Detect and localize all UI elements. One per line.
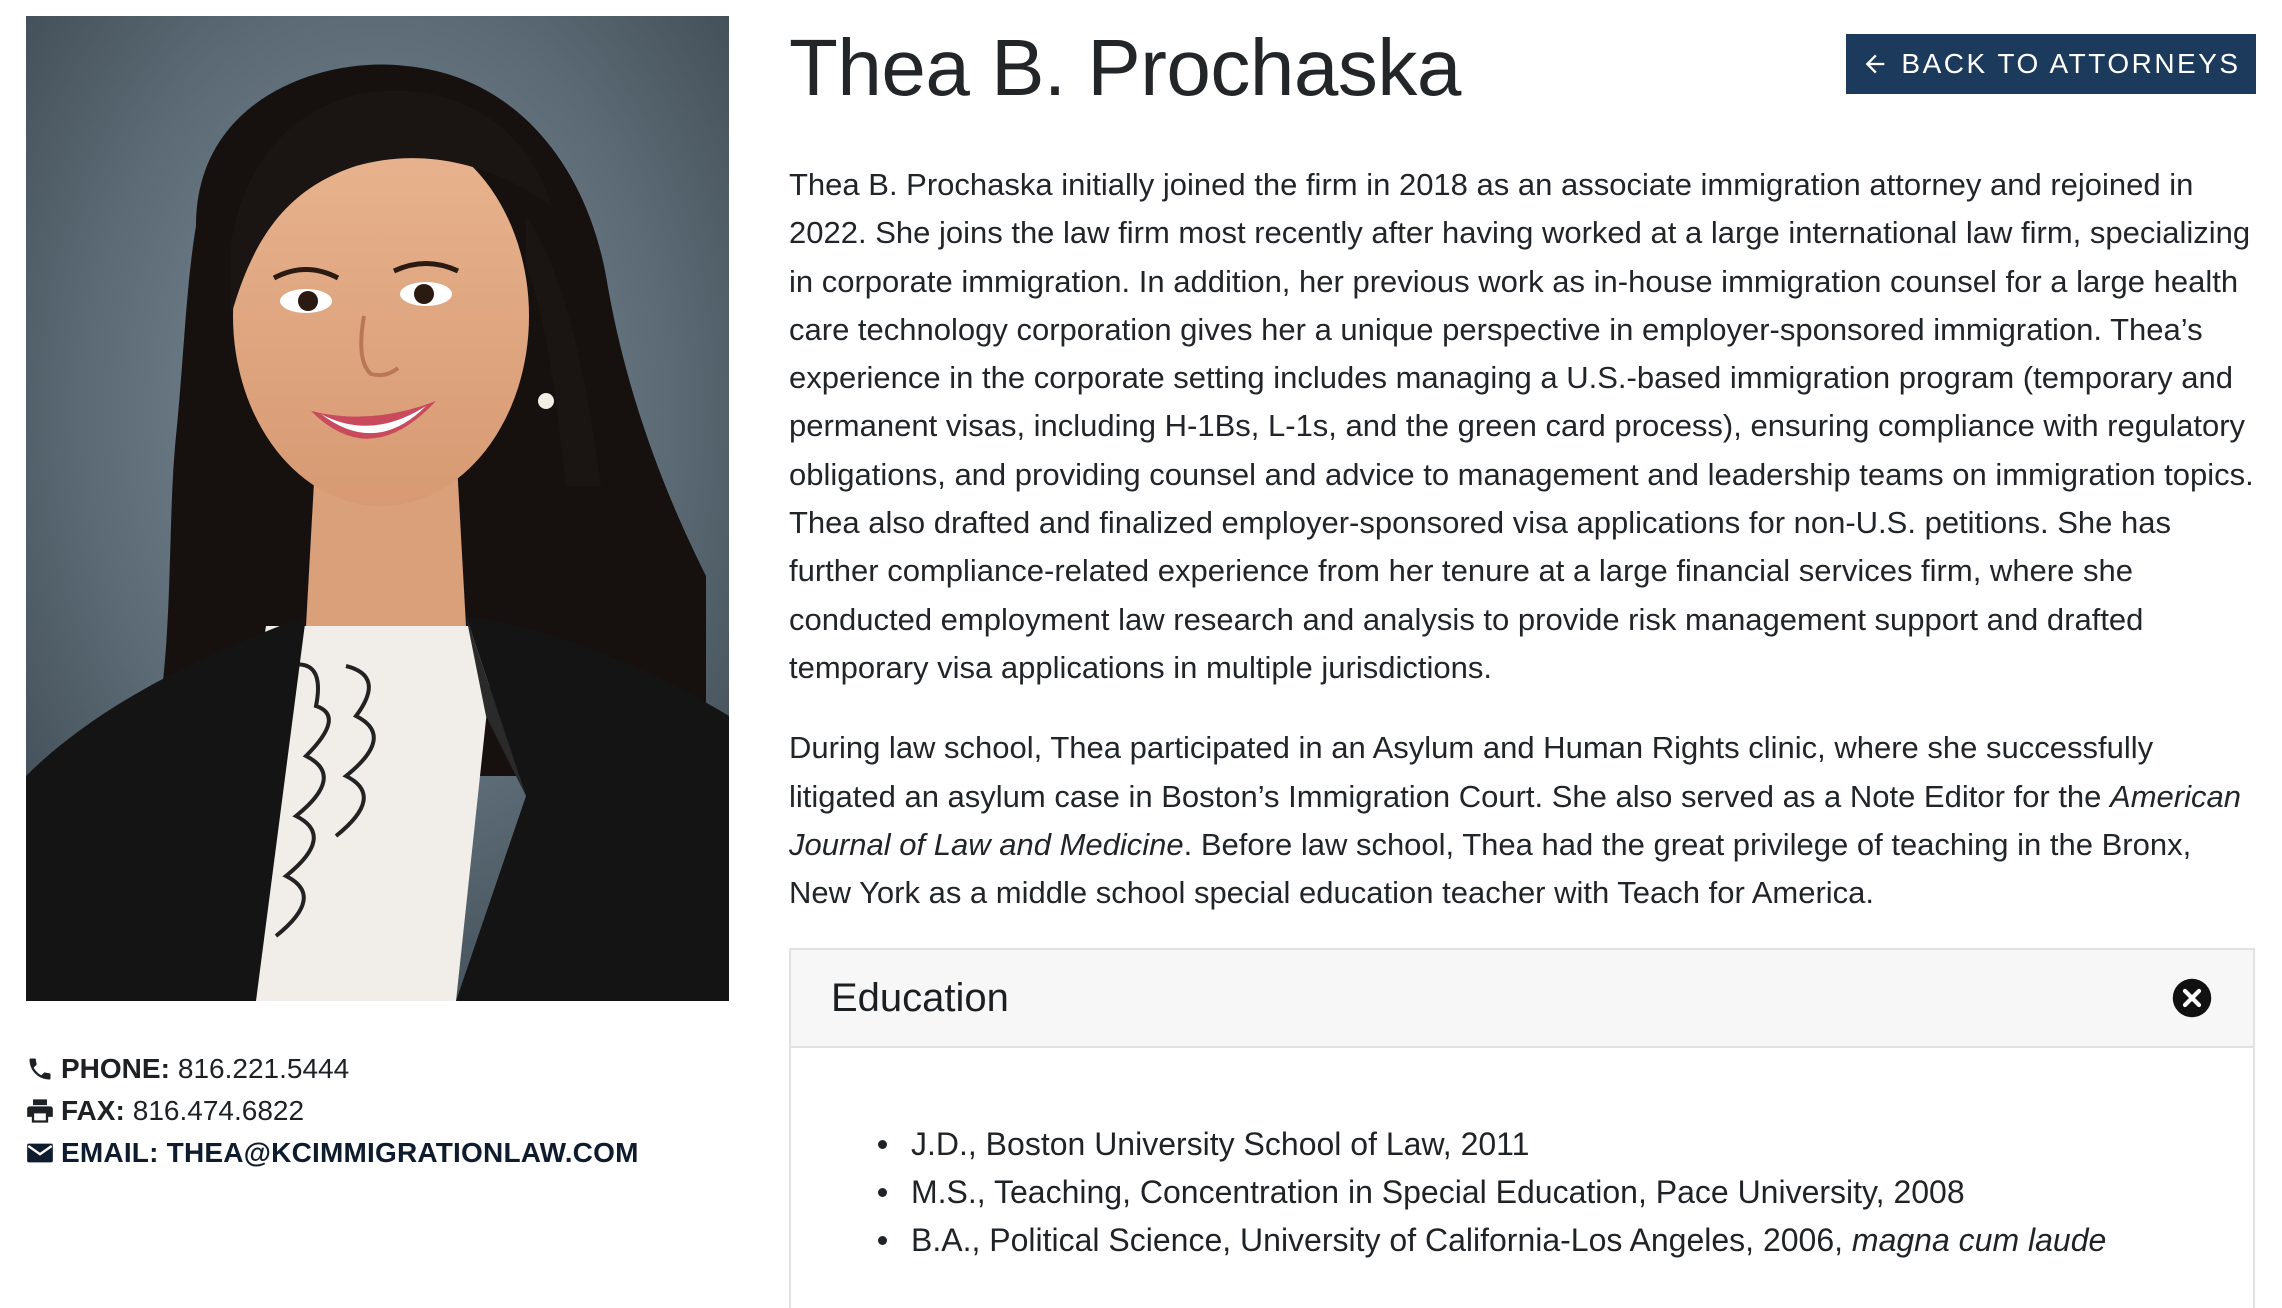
phone-number[interactable]: 816.221.5444	[177, 1053, 350, 1084]
education-item-text: M.S., Teaching, Concentration in Special Education, Pace University, 2008	[911, 1174, 1965, 1210]
phone-label: PHONE:	[61, 1053, 170, 1084]
back-to-attorneys-button[interactable]	[1846, 34, 2256, 94]
fax-number: 816.474.6822	[132, 1095, 305, 1126]
education-item	[911, 1168, 2253, 1216]
phone-row	[26, 1048, 746, 1090]
email-link[interactable]: THEA@KCIMMIGRATIONLAW.COM	[166, 1137, 639, 1168]
education-list	[911, 1120, 2253, 1264]
back-button-label: BACK TO ATTORNEYS	[1901, 48, 2241, 79]
attorney-portrait	[26, 16, 729, 1001]
bio-paragraph-2-end: . Before law school, Thea had the great privilege of teaching in the Bronx, New York as a middle school special education teacher with Teach for America.	[789, 826, 2192, 911]
bio-paragraph-2	[789, 724, 2259, 917]
contact-info	[26, 1048, 746, 1174]
education-accordion	[789, 948, 2255, 1308]
education-item-text: J.D., Boston University School of Law, 2011	[911, 1126, 1530, 1162]
attorney-name: Thea B. Prochaska	[789, 23, 1461, 112]
phone-icon	[26, 1054, 56, 1084]
printer-icon	[26, 1096, 56, 1126]
bio-paragraph-1: Thea B. Prochaska initially joined the firm in 2018 as an associate immigration attorney and rejoined in 2022. She joins the law firm most recently after having worked at a large international law firm, specializing in corporate immigration. In addition, her previous work as in-house immigration counsel for a large health care technology corporation gives her a unique perspective in employer-sponsored immigration. Thea’s experience in the corporate setting includes managing a U.S.-based immigration program (temporary and permanent visas, including H-1Bs, L-1s, and the green card process), ensuring compliance with regulatory obligations, and providing counsel and advice to management and leadership teams on immigration topics. Thea also drafted and finalized employer-sponsored visa applications for non-U.S. petitions. She has further compliance-related experience from her tenure at a large financial services firm, where she conducted employment law research and analysis to provide risk management support and drafted temporary visa applications in multiple jurisdictions.	[789, 167, 2254, 685]
email-label: EMAIL:	[61, 1137, 159, 1168]
email-row	[26, 1132, 746, 1174]
education-item	[911, 1216, 2253, 1264]
bio-paragraph-2-start: During law school, Thea participated in an Asylum and Human Rights clinic, where she successfully litigated an asylum case in Boston’s Immigration Court. She also served as a Note Editor for the	[789, 730, 2154, 814]
education-title: Education	[831, 975, 1009, 1020]
fax-label: FAX:	[61, 1095, 125, 1126]
portrait-illustration	[26, 16, 729, 1001]
education-honor: magna cum laude	[1851, 1222, 2107, 1258]
journal-name: American Journal of Law and Medicine	[789, 778, 2241, 862]
arrow-left-icon	[1861, 50, 1889, 78]
education-item-text: B.A., Political Science, University of California-Los Angeles, 2006,	[911, 1222, 1852, 1258]
envelope-icon	[26, 1138, 56, 1168]
education-accordion-body	[791, 1048, 2253, 1264]
fax-row	[26, 1090, 746, 1132]
education-item	[911, 1120, 2253, 1168]
education-accordion-header[interactable]	[791, 950, 2253, 1048]
circle-x-icon[interactable]	[2171, 977, 2213, 1019]
attorney-biography	[789, 161, 2259, 949]
